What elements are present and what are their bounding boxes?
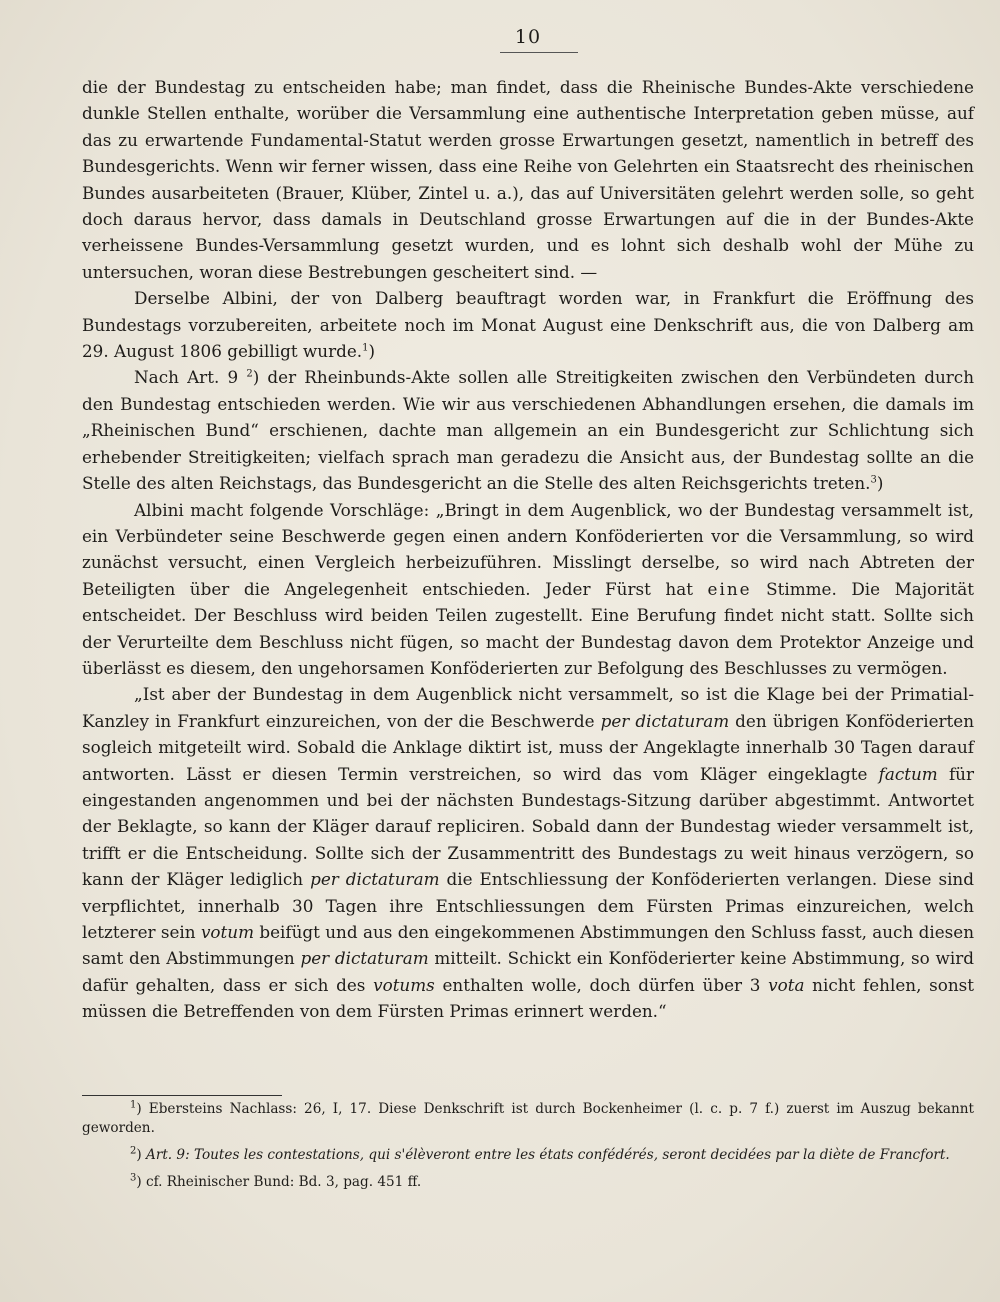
emphasized-text: eine xyxy=(707,578,752,599)
footnotes xyxy=(82,1100,974,1200)
text-run: ) xyxy=(368,341,376,362)
text-run: Stimme. Die Majorität entscheidet. Der Beschluss wird beiden Teilen zugestellt. Eine Berufung findet nicht statt. Sollte sich der Verurteilte dem Beschluss nicht fügen, so macht der Bundestag davon dem Protektor Anzeige und überlässt es diesem, den ungehorsamen Konföderierten zur Befolgung des Beschlusses zu vermögen. xyxy=(82,578,975,678)
body-text xyxy=(82,74,974,1025)
text-run: den übrigen Konföderierten sogleich mitgeteilt wird. Sobald die Anklage diktirt ist, muss der Angeklagte innerhalb 30 Tagen darauf antworten. Lässt er diesen Termin verstreichen, so wird das vom Kläger eingeklagte xyxy=(82,710,975,784)
paragraph xyxy=(82,74,974,285)
text-run: die Entschliessung der Konföderierten verlangen. Diese sind verpflichtet, innerhalb 30 Tagen ihre Entschliessungen dem Fürsten Primas einzureichen, welch letzterer sein xyxy=(82,869,974,942)
italic-text: factum xyxy=(878,763,938,784)
paragraph xyxy=(82,681,974,1024)
text-run: die der Bundestag zu entscheiden habe; man findet, dass die Rheinische Bundes-Akte verschiedene dunkle Stellen enthalte, worüber die Versammlung eine authentische Interpretation geben müsse, auf das zu erwartende Fundamental-Statut werden grosse Erwartungen gesetzt, namentlich in betreff des Bundesgerichts. Wenn wir ferner wissen, dass eine Reihe von Gelehrten ein Staatsrecht des rheinischen Bundes ausarbeiteten (Brauer, Klüber, Zintel u. a.), das auf Universitäten gelehrt werden solle, so geht doch daraus hervor, dass damals in Deutschland grosse Erwartungen auf die in der Bundes-Akte verheissene Bundes-Versammlung gesetzt wurden, und es lohnt sich deshalb wohl der Mühe zu untersuchen, woran diese Bestrebungen gescheitert sind. — xyxy=(82,77,974,282)
page-number: 10 xyxy=(514,26,542,48)
italic-text: vota xyxy=(768,974,805,995)
text-run: beifügt und aus den eingekommenen Abstimmungen den Schluss fasst, auch diesen samt den Abstimmungen xyxy=(82,922,975,969)
italic-text: votums xyxy=(373,974,435,995)
paragraph xyxy=(82,285,974,364)
text-run: Nach Art. 9 xyxy=(134,367,247,388)
footnote-marker: $^2$) xyxy=(130,1145,142,1163)
footnote-number: 2 xyxy=(130,1145,137,1157)
text-run: „Ist aber der Bundestag in dem Augenblick nicht versammelt, so ist die Klage bei der Primatial-Kanzley in Frankfurt einzureichen, von der die Beschwerde xyxy=(82,684,974,731)
footnote-reference: 2 xyxy=(246,368,253,380)
italic-text: Art. 9: Toutes les contestations, qui s'élèveront entre les états confédérés, seront decidées par la diète de Francfort. xyxy=(146,1147,950,1163)
footnote-reference: 1 xyxy=(362,342,369,354)
text-run: Ebersteins Nachlass: 26, I, 17. Diese Denkschrift ist durch Bockenheimer (l. c. p. 7 f.) zuerst im Auszug bekannt geworden. xyxy=(82,1101,974,1136)
text-run: ) xyxy=(876,473,884,494)
text-run: für eingestanden angenommen und bei der nächsten Bundestags-Sitzung darüber abgestimmt. Antwortet der Beklagte, so kann der Kläger darauf repliciren. Sobald dann der Bundestag wieder versammelt ist, trifft er die Entscheidung. Sollte sich der Zusammentritt des Bundestags zu weit hinaus verzögern, so kann der Kläger lediglich xyxy=(82,763,974,890)
paragraph xyxy=(82,497,974,682)
footnote-number: 1 xyxy=(130,1099,137,1111)
italic-text: per dictaturam xyxy=(600,710,730,731)
text-run: mitteilt. Schickt ein Konföderierter keine Abstimmung, so wird dafür gehalten, dass er sich des xyxy=(82,948,974,995)
footnote xyxy=(82,1173,974,1192)
footnote-number: 3 xyxy=(130,1172,137,1184)
text-run: cf. Rheinischer Bund: Bd. 3, pag. 451 ff. xyxy=(141,1174,422,1190)
paragraph xyxy=(82,364,974,496)
footnote-divider xyxy=(82,1095,282,1096)
footnote-reference: 3 xyxy=(870,474,877,486)
footnote-marker: $^1$) xyxy=(130,1099,142,1117)
text-run: Albini macht folgende Vorschläge: „Bringt in dem Augenblick, wo der Bundestag versammelt ist, ein Verbündeter seine Beschwerde gegen einen andern Konföderierten vor die Versammlung, so wird zunächst versucht, einen Vergleich herbeizuführen. Misslingt derselbe, so wird nach Abtreten der Beteiligten über die Angelegenheit entschieden. Jeder Fürst hat xyxy=(82,499,974,599)
text-run: ) der Rheinbunds-Akte sollen alle Streitigkeiten zwischen den Verbündeten durch den Bundestag entschieden werden. Wie wir aus verschiedenen Abhandlungen ersehen, die damals im „Rheinischen Bund“ erschienen, dachte man allgemein an ein Bundesgericht zur Schlichtung sich erhebender Streitigkeiten; vielfach sprach man geradezu die Ansicht aus, der Bundestag sollte an die Stelle des alten Reichstags, das Bundesgericht an die Stelle des alten Reichsgerichts treten. xyxy=(82,367,974,494)
italic-text: per dictaturam xyxy=(310,869,440,890)
text-run: Derselbe Albini, der von Dalberg beauftragt worden war, in Frankfurt die Eröffnung des Bundestags vorzubereiten, arbeitete noch im Monat August eine Denkschrift aus, die von Dalberg am 29. August 1806 gebilligt wurde. xyxy=(82,288,974,362)
text-run: nicht fehlen, sonst müssen die Betreffenden von dem Fürsten Primas erinnert werden.“ xyxy=(82,974,974,1022)
footnote xyxy=(82,1146,974,1165)
footnote xyxy=(82,1100,974,1138)
footnote-marker: $^3$) xyxy=(130,1172,142,1190)
text-run: enthalten wolle, doch dürfen über 3 xyxy=(434,974,769,995)
italic-text: per dictaturam xyxy=(300,948,429,969)
italic-text: votum xyxy=(200,922,255,942)
page-number-rule xyxy=(500,52,578,53)
